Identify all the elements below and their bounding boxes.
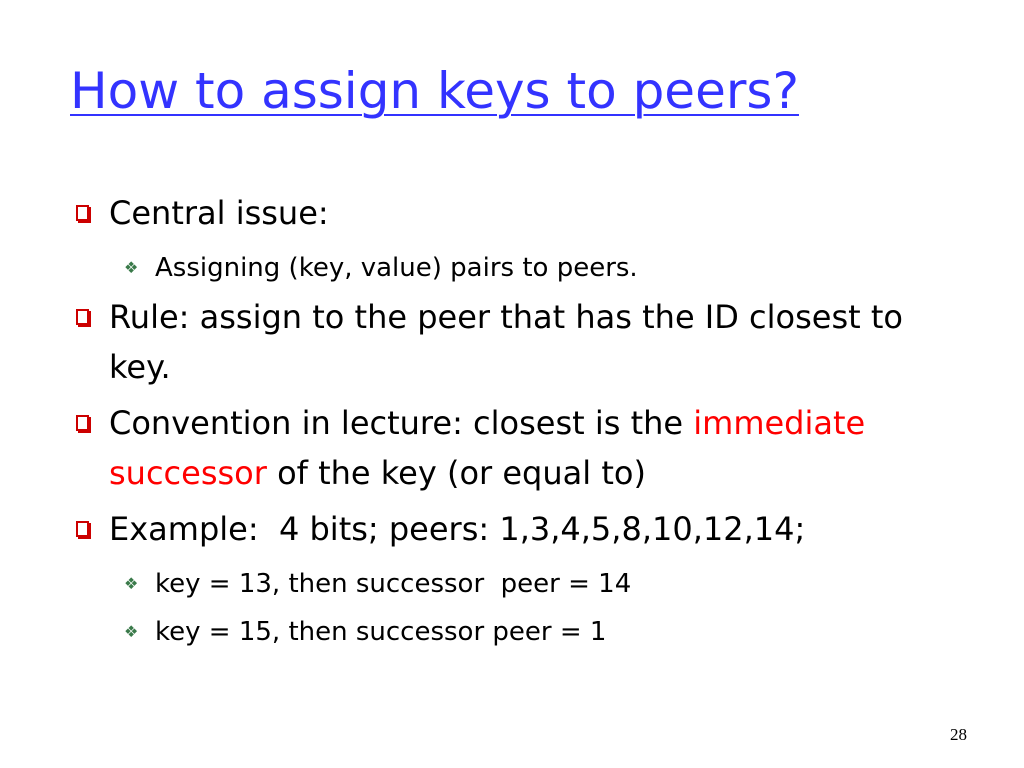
diamond-bullet-icon: ❖: [124, 574, 139, 593]
highlight-immediate-successor: immediate successor: [109, 404, 866, 492]
bullet-text: Example: 4 bits; peers: 1,3,4,5,8,10,12,14;: [109, 510, 806, 548]
slide-title: How to assign keys to peers?: [70, 62, 799, 120]
square-bullet-icon: [76, 309, 89, 325]
bullet-text: Central issue:: [109, 194, 329, 232]
bullet-convention: [76, 398, 936, 498]
square-bullet-icon: [76, 415, 89, 431]
sub-bullet-text: key = 15, then successor peer = 1: [155, 617, 607, 647]
sub-bullet-key-13: [76, 560, 936, 608]
diamond-bullet-icon: ❖: [124, 258, 139, 277]
bullet-text-before: Convention in lecture: closest is the: [109, 404, 684, 442]
sub-bullet-key-15: [76, 608, 936, 656]
square-bullet-icon: [76, 205, 89, 221]
bullet-text: Rule: assign to the peer that has the ID closest to key.: [109, 298, 903, 386]
bullet-list: [76, 188, 936, 656]
sub-bullet-assigning: [76, 244, 936, 292]
bullet-example: [76, 504, 936, 554]
square-bullet-icon: [76, 521, 89, 537]
page-number: 28: [950, 725, 967, 744]
bullet-text-after: of the key (or equal to): [277, 454, 646, 492]
diamond-bullet-icon: ❖: [124, 622, 139, 641]
bullet-central-issue: [76, 188, 936, 238]
sub-bullet-text: key = 13, then successor peer = 14: [155, 569, 632, 599]
sub-bullet-text: Assigning (key, value) pairs to peers.: [155, 253, 638, 283]
bullet-rule: [76, 292, 936, 392]
